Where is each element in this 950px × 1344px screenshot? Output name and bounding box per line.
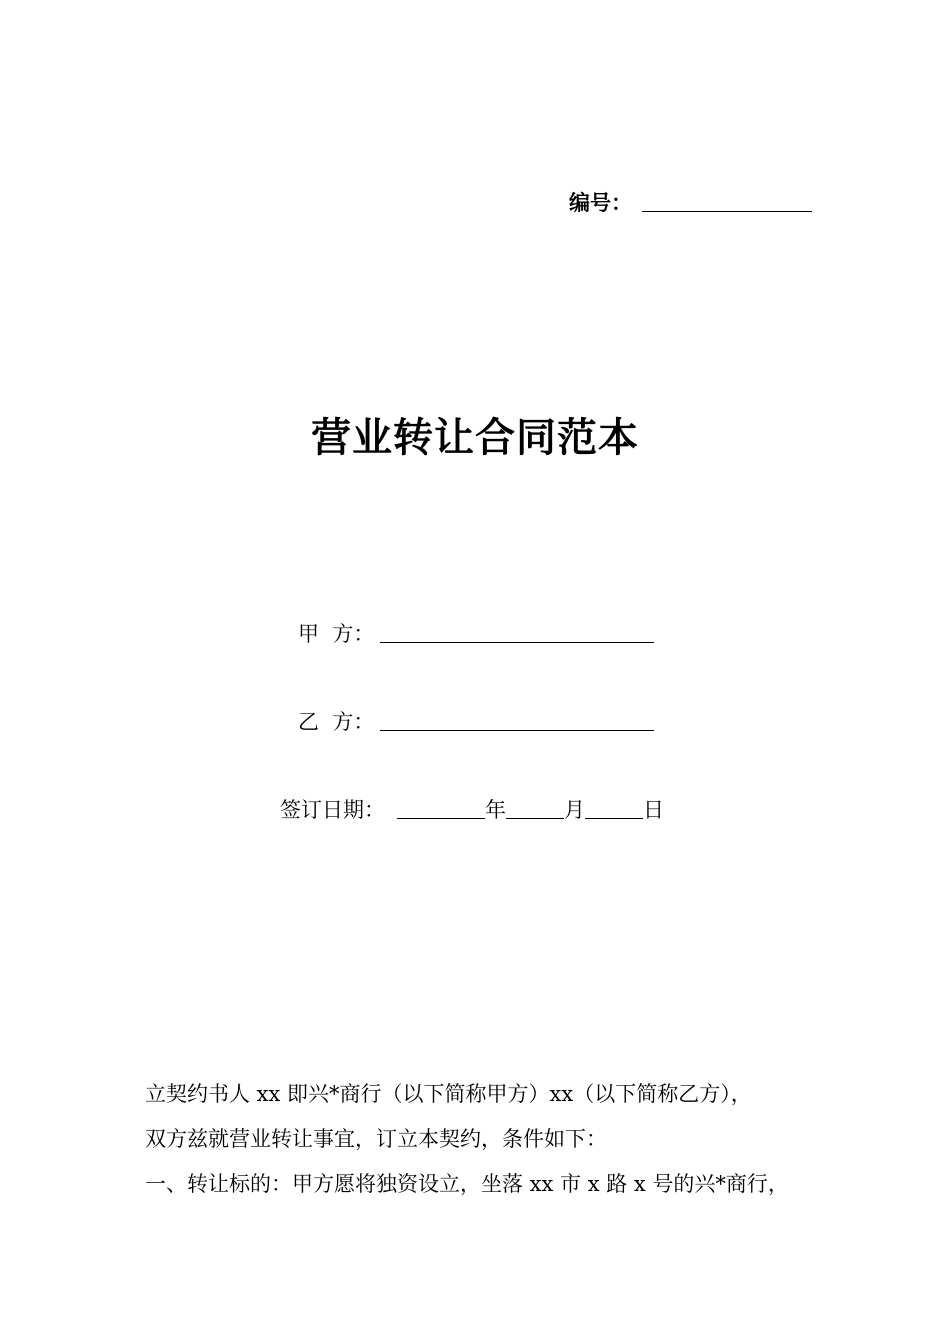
sign-date-label: 签订日期： xyxy=(280,798,385,822)
party-a-blank xyxy=(380,620,654,643)
document-number-blank xyxy=(642,189,812,212)
year-blank xyxy=(397,796,485,819)
document-number-label: 编号： xyxy=(569,191,632,215)
document-number xyxy=(569,188,812,218)
month-blank xyxy=(506,796,564,819)
party-b-label: 乙 方： xyxy=(298,710,375,734)
body-line: 双方兹就营业转让事宜，订立本契约，条件如下： xyxy=(145,1127,607,1151)
sign-date-field xyxy=(280,795,664,825)
party-b-blank xyxy=(380,708,654,731)
contract-body xyxy=(145,1072,835,1207)
body-line: 立契约书人 xx 即兴*商行（以下简称甲方）xx（以下简称乙方）， xyxy=(145,1082,752,1106)
party-b-field xyxy=(298,707,654,737)
year-label: 年 xyxy=(485,798,506,822)
day-label: 日 xyxy=(643,798,664,822)
document-title: 营业转让合同范本 xyxy=(311,415,639,461)
party-a-label: 甲 方： xyxy=(298,622,375,646)
month-label: 月 xyxy=(564,798,585,822)
day-blank xyxy=(585,796,643,819)
body-line: 一、转让标的：甲方愿将独资设立，坐落 xx 市 x 路 x 号的兴*商行， xyxy=(145,1172,789,1196)
party-a-field xyxy=(298,619,654,649)
